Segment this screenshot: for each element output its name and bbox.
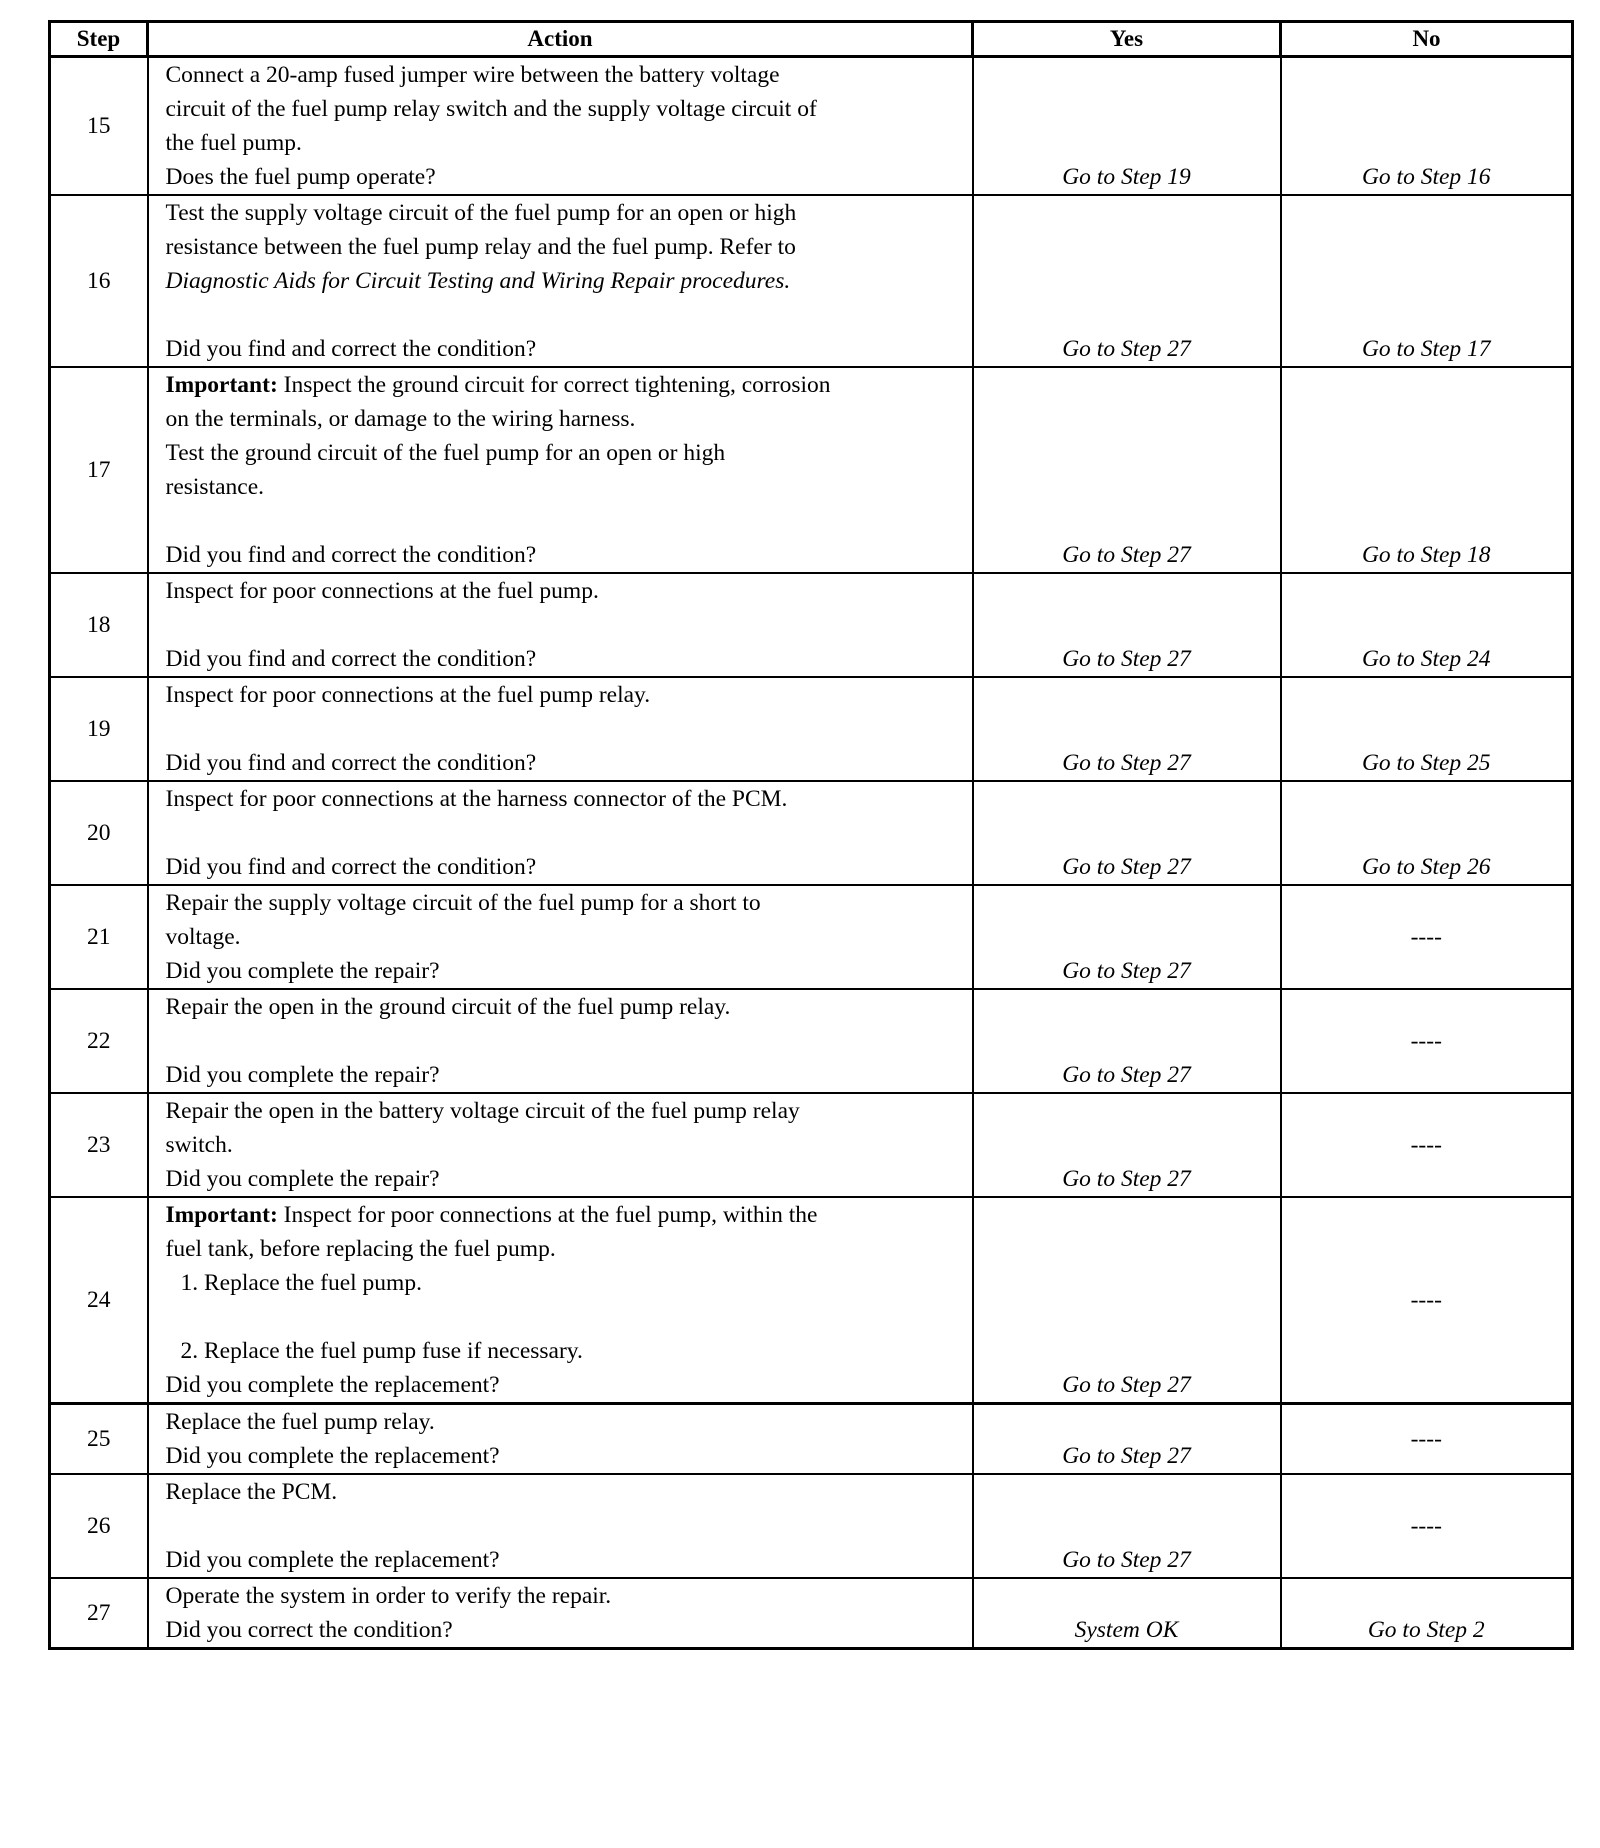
step-number: 20 bbox=[50, 781, 148, 885]
action-cell bbox=[148, 1093, 973, 1197]
no-result: Go to Step 26 bbox=[1281, 781, 1573, 885]
diagnostic-table-page bbox=[48, 20, 1571, 1650]
action-line: Inspect for poor connections at the fuel pump. bbox=[165, 578, 599, 604]
action-cell bbox=[148, 367, 973, 573]
action-line: resistance. bbox=[165, 474, 265, 500]
action-cell bbox=[148, 989, 973, 1093]
action-line: Operate the system in order to verify the repair. bbox=[165, 1583, 612, 1609]
header-action: Action bbox=[148, 22, 973, 57]
action-cell bbox=[148, 1197, 973, 1404]
action-cell bbox=[148, 1474, 973, 1578]
no-result: Go to Step 2 bbox=[1281, 1578, 1573, 1649]
important-text: Inspect the ground circuit for correct tightening, corrosion bbox=[277, 372, 831, 398]
important-text: Inspect for poor connections at the fuel pump, within the bbox=[277, 1202, 818, 1228]
action-line: Inspect for poor connections at the harness connector of the PCM. bbox=[165, 786, 788, 812]
action-line: Repair the supply voltage circuit of the fuel pump for a short to bbox=[165, 890, 761, 916]
blank-line bbox=[166, 1300, 962, 1334]
yes-result: Go to Step 27 bbox=[973, 1197, 1281, 1404]
table-row bbox=[50, 1578, 1573, 1649]
yes-result: Go to Step 27 bbox=[973, 989, 1281, 1093]
action-question: Did you correct the condition? bbox=[165, 1617, 453, 1643]
step-number: 23 bbox=[50, 1093, 148, 1197]
blank-line bbox=[166, 608, 962, 642]
action-line: Test the supply voltage circuit of the fuel pump for an open or high bbox=[165, 200, 797, 226]
step-number: 17 bbox=[50, 367, 148, 573]
header-yes: Yes bbox=[973, 22, 1281, 57]
no-result: ---- bbox=[1281, 1197, 1573, 1404]
action-line: circuit of the fuel pump relay switch and the supply voltage circuit of bbox=[165, 96, 817, 122]
action-question: Did you find and correct the condition? bbox=[165, 646, 537, 672]
no-result: Go to Step 24 bbox=[1281, 573, 1573, 677]
step-number: 19 bbox=[50, 677, 148, 781]
table-row bbox=[50, 573, 1573, 677]
action-line: fuel tank, before replacing the fuel pump. bbox=[165, 1236, 556, 1262]
yes-result: Go to Step 27 bbox=[973, 1474, 1281, 1578]
action-cell bbox=[148, 1404, 973, 1475]
step-number: 24 bbox=[50, 1197, 148, 1404]
step-number: 27 bbox=[50, 1578, 148, 1649]
no-result: Go to Step 17 bbox=[1281, 195, 1573, 367]
yes-result: Go to Step 27 bbox=[973, 677, 1281, 781]
blank-line bbox=[166, 1509, 962, 1543]
yes-result: Go to Step 19 bbox=[973, 57, 1281, 196]
action-line: Replace the PCM. bbox=[165, 1479, 338, 1505]
action-line: resistance between the fuel pump relay and the fuel pump. Refer to bbox=[165, 234, 796, 260]
no-result: Go to Step 18 bbox=[1281, 367, 1573, 573]
action-cell bbox=[148, 677, 973, 781]
reference-link-text: Diagnostic Aids for Circuit Testing and Wiring Repair procedures. bbox=[165, 268, 791, 294]
action-question: Does the fuel pump operate? bbox=[165, 164, 436, 190]
table-row bbox=[50, 1404, 1573, 1475]
blank-line bbox=[166, 1024, 962, 1058]
action-line: Replace the fuel pump relay. bbox=[165, 1409, 435, 1435]
numbered-list-item: 1. Replace the fuel pump. bbox=[180, 1270, 422, 1296]
blank-line bbox=[166, 712, 962, 746]
action-cell bbox=[148, 781, 973, 885]
blank-line bbox=[166, 816, 962, 850]
step-number: 26 bbox=[50, 1474, 148, 1578]
action-question: Did you complete the replacement? bbox=[165, 1547, 500, 1573]
action-line: Repair the open in the ground circuit of the fuel pump relay. bbox=[165, 994, 731, 1020]
table-row bbox=[50, 367, 1573, 573]
table-row bbox=[50, 57, 1573, 196]
table-row bbox=[50, 677, 1573, 781]
action-line: Inspect for poor connections at the fuel pump relay. bbox=[165, 682, 651, 708]
table-row bbox=[50, 195, 1573, 367]
action-cell bbox=[148, 885, 973, 989]
action-question: Did you complete the repair? bbox=[165, 1166, 440, 1192]
blank-line bbox=[166, 298, 962, 332]
important-label: Important: bbox=[165, 372, 278, 398]
table-row bbox=[50, 1474, 1573, 1578]
action-cell bbox=[148, 195, 973, 367]
action-cell bbox=[148, 57, 973, 196]
action-line: switch. bbox=[165, 1132, 233, 1158]
action-line bbox=[166, 368, 962, 402]
no-result: ---- bbox=[1281, 1404, 1573, 1475]
action-cell bbox=[148, 1578, 973, 1649]
no-result: ---- bbox=[1281, 1093, 1573, 1197]
action-question: Did you find and correct the condition? bbox=[165, 336, 537, 362]
step-number: 21 bbox=[50, 885, 148, 989]
action-line: Test the ground circuit of the fuel pump for an open or high bbox=[165, 440, 726, 466]
step-number: 18 bbox=[50, 573, 148, 677]
yes-result: Go to Step 27 bbox=[973, 195, 1281, 367]
table-header-row bbox=[50, 22, 1573, 57]
action-question: Did you complete the replacement? bbox=[165, 1443, 500, 1469]
header-step: Step bbox=[50, 22, 148, 57]
table-row bbox=[50, 781, 1573, 885]
no-result: ---- bbox=[1281, 1474, 1573, 1578]
table-row bbox=[50, 989, 1573, 1093]
action-cell bbox=[148, 573, 973, 677]
action-question: Did you complete the repair? bbox=[165, 958, 440, 984]
yes-result: Go to Step 27 bbox=[973, 781, 1281, 885]
action-line bbox=[166, 1198, 962, 1232]
yes-result: Go to Step 27 bbox=[973, 885, 1281, 989]
step-number: 25 bbox=[50, 1404, 148, 1475]
yes-result: Go to Step 27 bbox=[973, 1093, 1281, 1197]
no-result: ---- bbox=[1281, 885, 1573, 989]
yes-result: Go to Step 27 bbox=[973, 367, 1281, 573]
header-no: No bbox=[1281, 22, 1573, 57]
no-result: ---- bbox=[1281, 989, 1573, 1093]
important-label: Important: bbox=[165, 1202, 278, 1228]
action-question: Did you complete the repair? bbox=[165, 1062, 440, 1088]
step-number: 15 bbox=[50, 57, 148, 196]
step-number: 16 bbox=[50, 195, 148, 367]
yes-result: Go to Step 27 bbox=[973, 1404, 1281, 1475]
action-line: Connect a 20-amp fused jumper wire between the battery voltage bbox=[165, 62, 780, 88]
numbered-list-item: 2. Replace the fuel pump fuse if necessary. bbox=[180, 1338, 583, 1364]
action-line: the fuel pump. bbox=[165, 130, 302, 156]
table-row bbox=[50, 1093, 1573, 1197]
yes-result: Go to Step 27 bbox=[973, 573, 1281, 677]
action-question: Did you complete the replacement? bbox=[165, 1372, 500, 1398]
no-result: Go to Step 16 bbox=[1281, 57, 1573, 196]
step-number: 22 bbox=[50, 989, 148, 1093]
action-line: voltage. bbox=[165, 924, 241, 950]
diagnostic-steps-table bbox=[48, 20, 1574, 1650]
action-line: Repair the open in the battery voltage circuit of the fuel pump relay bbox=[165, 1098, 800, 1124]
yes-result: System OK bbox=[973, 1578, 1281, 1649]
action-question: Did you find and correct the condition? bbox=[165, 750, 537, 776]
action-line: on the terminals, or damage to the wiring harness. bbox=[165, 406, 636, 432]
table-row bbox=[50, 885, 1573, 989]
blank-line bbox=[166, 504, 962, 538]
no-result: Go to Step 25 bbox=[1281, 677, 1573, 781]
table-row bbox=[50, 1197, 1573, 1404]
action-question: Did you find and correct the condition? bbox=[165, 542, 537, 568]
action-question: Did you find and correct the condition? bbox=[165, 854, 537, 880]
